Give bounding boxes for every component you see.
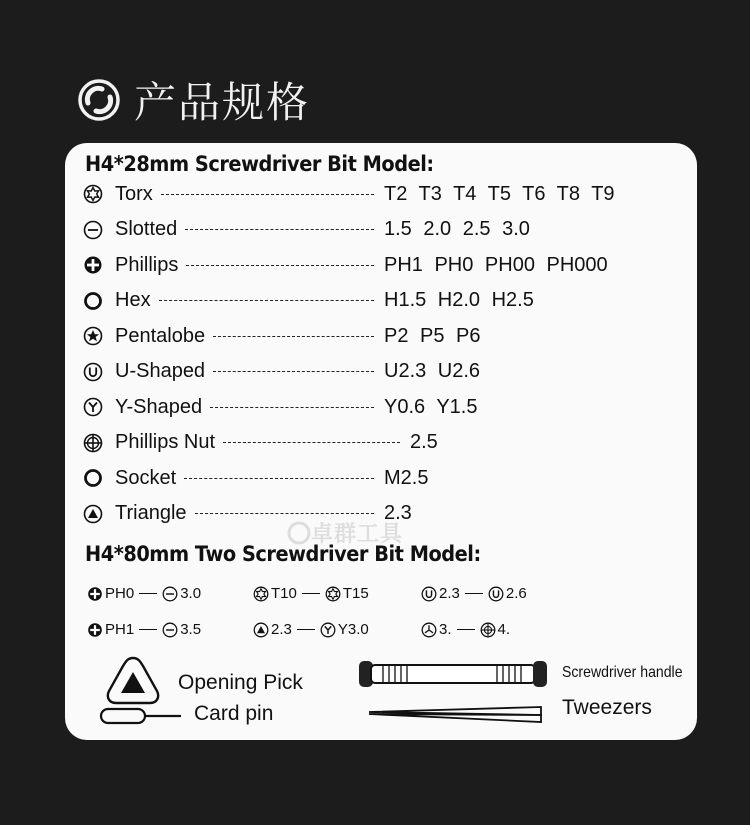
- section-28mm-title: H4*28mm Screwdriver Bit Model:: [85, 152, 434, 176]
- torx-icon: [83, 184, 103, 204]
- pairing-dash: [139, 593, 157, 594]
- cross-nut-icon: [480, 622, 496, 638]
- spec-card: [65, 143, 697, 740]
- bit-a-label: 2.3: [439, 585, 460, 602]
- bit-type-name: Pentalobe: [115, 324, 206, 347]
- bit-model-row: [83, 321, 683, 351]
- bit-b-label: Y3.0: [337, 621, 369, 638]
- tweezers-label: Tweezers: [562, 696, 652, 719]
- card-pin-icon: [99, 705, 183, 727]
- dash-leader: [185, 229, 374, 230]
- triangle-icon: [253, 622, 269, 638]
- slotted-icon: [162, 586, 178, 602]
- dash-leader: [184, 478, 374, 479]
- triangle-icon: [83, 504, 103, 524]
- brand-logo-icon: [76, 77, 122, 123]
- pairing-dash: [457, 629, 475, 630]
- bit-a-label: 3.: [439, 621, 452, 638]
- bit-sizes: 1.5 2.0 2.5 3.0: [384, 218, 530, 240]
- bit-model-row: [83, 250, 683, 280]
- bit-type-name: Phillips Nut: [115, 431, 216, 453]
- bit-model-row: [83, 179, 683, 209]
- opening-pick-label: Opening Pick: [178, 671, 303, 694]
- socket-icon: [83, 468, 103, 488]
- bit-model-row: [83, 215, 683, 245]
- u-shaped-icon: [83, 362, 103, 382]
- bit-sizes: PH1 PH0 PH00 PH000: [384, 253, 608, 276]
- tweezers-icon: [365, 703, 545, 725]
- bit-type-name: Torx: [115, 182, 153, 205]
- torx-icon: [325, 586, 341, 602]
- u-shaped-icon: [488, 586, 504, 602]
- bit-b-label: 3.5: [180, 621, 202, 638]
- screwdriver-handle-label: Screwdriver handle: [562, 664, 683, 681]
- pairing-dash: [297, 629, 315, 630]
- bit-model-row: [83, 392, 683, 422]
- y-shaped-icon: [83, 397, 103, 417]
- bit-a-label: PH0: [105, 585, 135, 602]
- pairing-dash: [465, 593, 483, 594]
- dash-leader: [213, 336, 374, 337]
- phillips-icon: [87, 622, 103, 638]
- two-bit-combo: [87, 621, 201, 638]
- section-80mm-title: H4*80mm Two Screwdriver Bit Model:: [85, 542, 481, 566]
- u-shaped-icon: [421, 586, 437, 602]
- y-shaped-icon: [320, 622, 336, 638]
- bit-b-label: T15: [342, 585, 369, 602]
- pairing-dash: [139, 629, 157, 630]
- bit-sizes: M2.5: [384, 466, 429, 489]
- bit-sizes: P2 P5 P6: [384, 324, 481, 347]
- slotted-icon: [83, 220, 103, 240]
- bit-b-label: 4.: [497, 621, 511, 638]
- bit-type-name: Socket: [115, 466, 177, 489]
- torx-icon: [253, 586, 269, 602]
- three-wing-icon: [421, 622, 437, 638]
- bit-sizes: 2.3: [384, 502, 412, 524]
- opening-pick-icon: [105, 655, 161, 707]
- dash-leader: [159, 300, 374, 301]
- phillips-icon: [83, 255, 103, 275]
- bit-type-name: Triangle: [115, 502, 187, 524]
- bit-type-name: Hex: [115, 289, 151, 311]
- bit-sizes: H1.5 H2.0 H2.5: [384, 289, 534, 311]
- bit-a-label: 2.3: [271, 621, 292, 638]
- screwdriver-handle-icon: [357, 657, 551, 691]
- page-header: [76, 72, 310, 128]
- bit-type-name: Phillips: [115, 253, 179, 276]
- dash-leader: [210, 407, 374, 408]
- bit-sizes: Y0.6 Y1.5: [384, 395, 478, 418]
- bit-a-label: T10: [271, 585, 297, 602]
- phillips-nut-icon: [83, 433, 103, 453]
- two-bit-combo: [253, 621, 369, 638]
- bit-a-label: PH1: [105, 621, 135, 638]
- dash-leader: [213, 371, 374, 372]
- bit-sizes: U2.3 U2.6: [384, 360, 481, 382]
- pairing-dash: [302, 593, 320, 594]
- card-pin-label: Card pin: [194, 702, 274, 725]
- bit-sizes: T2 T3 T4 T5 T6 T8 T9: [384, 182, 615, 205]
- dash-leader: [161, 194, 374, 195]
- slotted-icon: [162, 622, 178, 638]
- watermark-text: 卓群工具: [311, 522, 404, 547]
- two-bit-combo: [421, 621, 510, 638]
- hex-icon: [83, 291, 103, 311]
- bit-b-label: 2.6: [505, 585, 527, 602]
- dash-leader: [186, 265, 374, 266]
- dash-leader: [223, 442, 400, 443]
- two-bit-combo: [87, 585, 201, 602]
- pentalobe-icon: [83, 326, 103, 346]
- bit-model-row: [83, 428, 683, 458]
- bit-type-name: Slotted: [115, 218, 178, 240]
- bit-sizes: 2.5: [410, 431, 438, 453]
- two-bit-combo: [253, 585, 369, 602]
- bit-model-row: [83, 463, 683, 493]
- bit-model-row: [83, 286, 683, 316]
- bit-b-label: 3.0: [180, 585, 202, 602]
- watermark-logo-icon: [287, 521, 311, 545]
- watermark: [287, 517, 403, 548]
- bit-type-name: Y-Shaped: [115, 395, 203, 418]
- phillips-icon: [87, 586, 103, 602]
- page-title: 产品规格: [134, 78, 311, 127]
- bit-model-row: [83, 357, 683, 387]
- dash-leader: [195, 513, 374, 514]
- two-bit-combo: [421, 585, 527, 602]
- bit-type-name: U-Shaped: [115, 360, 206, 382]
